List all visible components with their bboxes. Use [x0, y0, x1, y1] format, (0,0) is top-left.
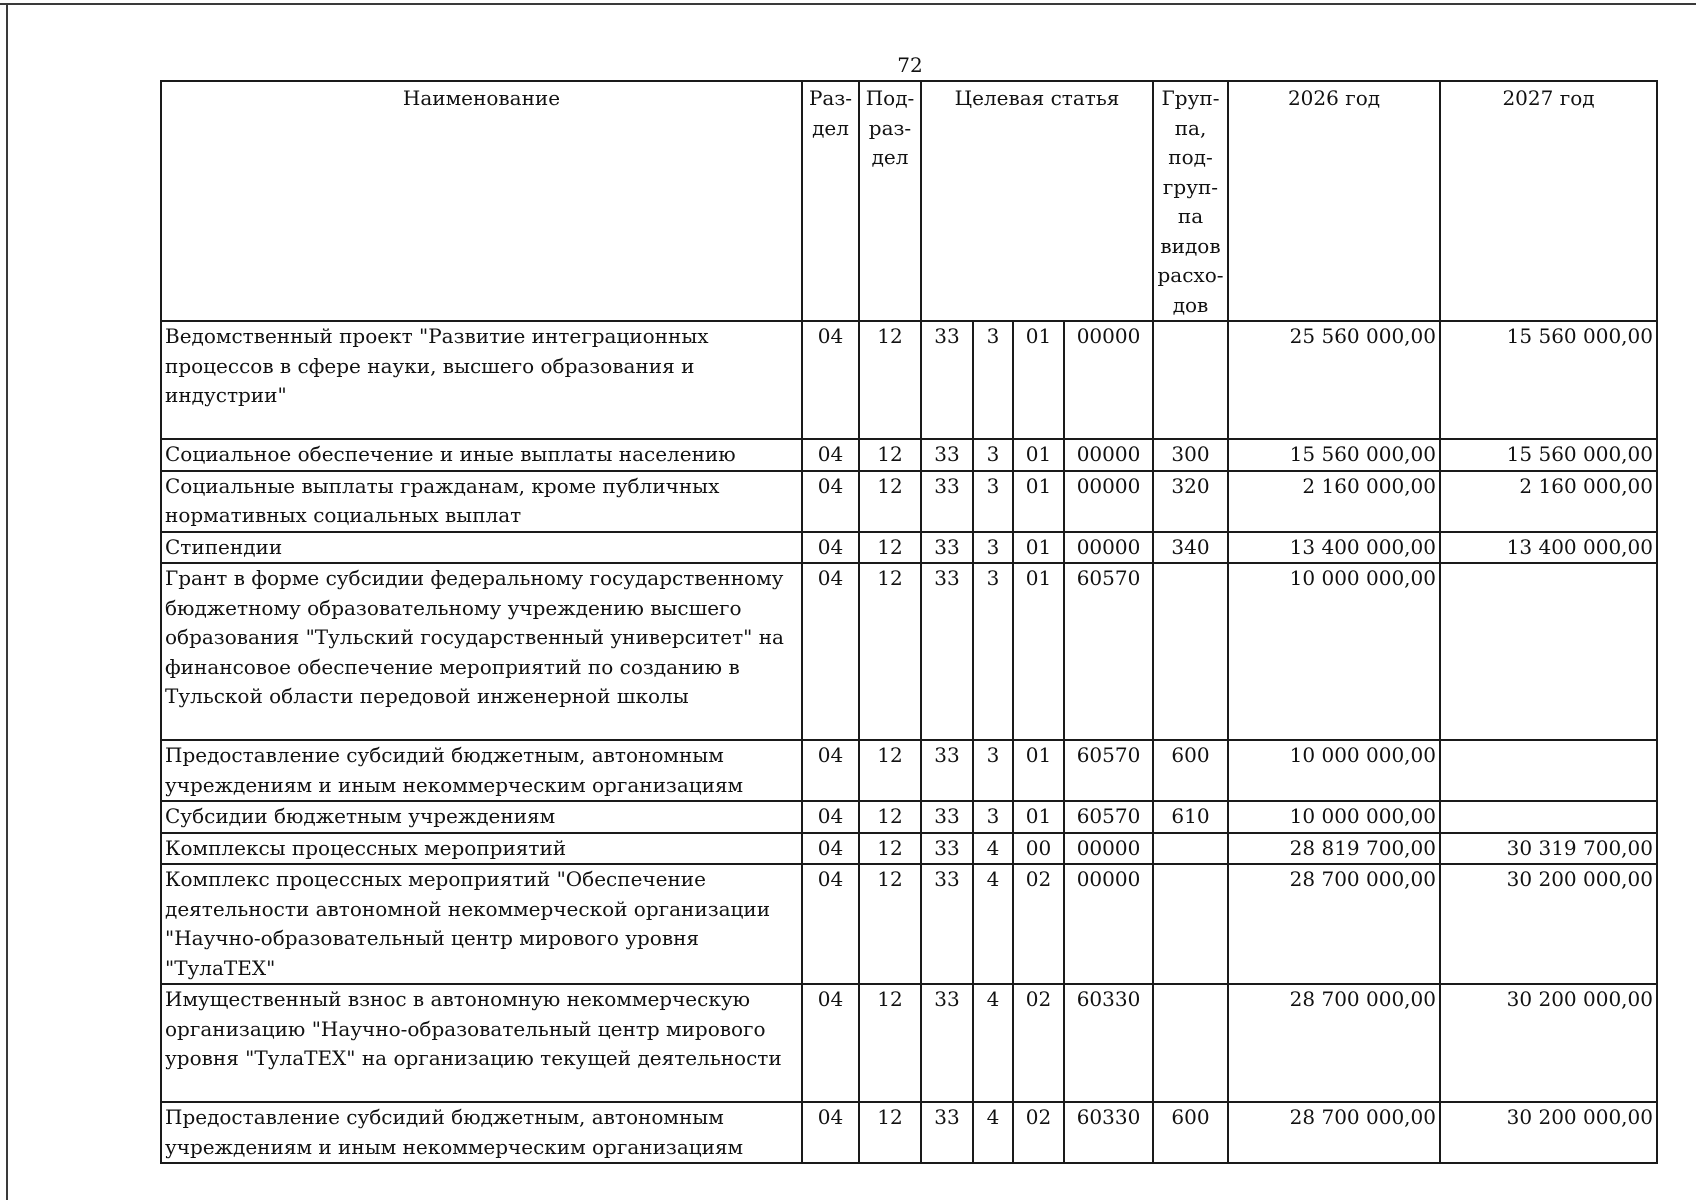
row-amount-2027	[1440, 563, 1657, 740]
row-amount-2027	[1440, 740, 1657, 801]
row-razdel: 04	[802, 801, 859, 833]
row-razdel: 04	[802, 740, 859, 801]
table-row	[161, 740, 1657, 801]
row-podrazdel: 12	[859, 801, 921, 833]
row-expense-group: 610	[1153, 801, 1228, 833]
row-target-direction: 00000	[1064, 864, 1153, 984]
row-name: Предоставление субсидий бюджетным, автономным учреждениям и иным некоммерческим организациям	[161, 1102, 802, 1163]
header-podrazdel: Под- раз- дел	[859, 81, 921, 321]
row-target-direction: 00000	[1064, 321, 1153, 439]
table-row	[161, 471, 1657, 532]
header-year-2026: 2026 год	[1228, 81, 1440, 321]
row-expense-group	[1153, 864, 1228, 984]
row-target-program: 33	[921, 321, 973, 439]
scan-border-top	[0, 3, 1696, 5]
row-razdel: 04	[802, 532, 859, 564]
row-amount-2026: 2 160 000,00	[1228, 471, 1440, 532]
table-row	[161, 321, 1657, 439]
row-target-program: 33	[921, 801, 973, 833]
scan-border-left	[6, 3, 8, 1200]
row-target-type: 4	[973, 864, 1013, 984]
row-target-structural: 00	[1013, 833, 1064, 865]
row-target-direction: 60330	[1064, 1102, 1153, 1163]
row-razdel: 04	[802, 864, 859, 984]
row-target-type: 4	[973, 1102, 1013, 1163]
table-header-row	[161, 81, 1657, 321]
row-target-structural: 01	[1013, 439, 1064, 471]
row-target-direction: 60570	[1064, 801, 1153, 833]
row-podrazdel: 12	[859, 532, 921, 564]
row-expense-group	[1153, 321, 1228, 439]
row-amount-2027: 30 200 000,00	[1440, 864, 1657, 984]
row-name: Предоставление субсидий бюджетным, автономным учреждениям и иным некоммерческим организациям	[161, 740, 802, 801]
row-name: Социальное обеспечение и иные выплаты населению	[161, 439, 802, 471]
row-name: Стипендии	[161, 532, 802, 564]
row-amount-2026: 10 000 000,00	[1228, 801, 1440, 833]
row-target-direction: 60330	[1064, 984, 1153, 1102]
row-target-program: 33	[921, 864, 973, 984]
row-target-program: 33	[921, 471, 973, 532]
row-target-type: 3	[973, 740, 1013, 801]
header-razdel: Раз- дел	[802, 81, 859, 321]
row-podrazdel: 12	[859, 471, 921, 532]
row-amount-2027	[1440, 801, 1657, 833]
header-expense-group: Груп- па, под- груп- па видов расхо- дов	[1153, 81, 1228, 321]
row-target-structural: 02	[1013, 864, 1064, 984]
row-target-direction: 00000	[1064, 532, 1153, 564]
row-target-type: 4	[973, 833, 1013, 865]
row-target-structural: 01	[1013, 563, 1064, 740]
row-amount-2027: 13 400 000,00	[1440, 532, 1657, 564]
row-target-direction: 00000	[1064, 439, 1153, 471]
row-amount-2026: 25 560 000,00	[1228, 321, 1440, 439]
table-row	[161, 833, 1657, 865]
row-expense-group	[1153, 984, 1228, 1102]
row-razdel: 04	[802, 563, 859, 740]
row-target-structural: 01	[1013, 532, 1064, 564]
row-target-type: 3	[973, 321, 1013, 439]
row-amount-2027: 30 200 000,00	[1440, 1102, 1657, 1163]
row-podrazdel: 12	[859, 864, 921, 984]
row-name: Грант в форме субсидии федеральному государственному бюджетному образовательному учреждению высшего образования "Тульский государственный университет" на финансовое обеспечение мероприятий по созданию в Тульской области передовой инженерной школы	[161, 563, 802, 740]
row-amount-2027: 30 200 000,00	[1440, 984, 1657, 1102]
row-target-type: 4	[973, 984, 1013, 1102]
header-name: Наименование	[161, 81, 802, 321]
row-amount-2027: 15 560 000,00	[1440, 321, 1657, 439]
row-target-structural: 02	[1013, 1102, 1064, 1163]
row-expense-group: 340	[1153, 532, 1228, 564]
row-amount-2026: 28 700 000,00	[1228, 864, 1440, 984]
row-target-direction: 00000	[1064, 471, 1153, 532]
row-name: Комплексы процессных мероприятий	[161, 833, 802, 865]
row-amount-2026: 10 000 000,00	[1228, 740, 1440, 801]
row-razdel: 04	[802, 321, 859, 439]
table-row	[161, 984, 1657, 1102]
row-amount-2027: 30 319 700,00	[1440, 833, 1657, 865]
row-target-type: 3	[973, 801, 1013, 833]
row-target-type: 3	[973, 439, 1013, 471]
header-target-article: Целевая статья	[921, 81, 1153, 321]
row-podrazdel: 12	[859, 833, 921, 865]
row-razdel: 04	[802, 471, 859, 532]
table-row	[161, 801, 1657, 833]
row-target-type: 3	[973, 563, 1013, 740]
row-amount-2026: 28 819 700,00	[1228, 833, 1440, 865]
row-podrazdel: 12	[859, 439, 921, 471]
row-target-program: 33	[921, 563, 973, 740]
table-row	[161, 1102, 1657, 1163]
row-podrazdel: 12	[859, 1102, 921, 1163]
row-expense-group: 300	[1153, 439, 1228, 471]
row-target-direction: 00000	[1064, 833, 1153, 865]
row-target-direction: 60570	[1064, 563, 1153, 740]
row-razdel: 04	[802, 984, 859, 1102]
row-podrazdel: 12	[859, 563, 921, 740]
row-target-program: 33	[921, 984, 973, 1102]
row-razdel: 04	[802, 833, 859, 865]
row-podrazdel: 12	[859, 740, 921, 801]
row-target-structural: 02	[1013, 984, 1064, 1102]
row-target-structural: 01	[1013, 801, 1064, 833]
table-row	[161, 563, 1657, 740]
row-razdel: 04	[802, 439, 859, 471]
row-target-direction: 60570	[1064, 740, 1153, 801]
row-expense-group: 600	[1153, 740, 1228, 801]
row-expense-group: 320	[1153, 471, 1228, 532]
row-target-type: 3	[973, 532, 1013, 564]
row-target-structural: 01	[1013, 740, 1064, 801]
row-target-program: 33	[921, 1102, 973, 1163]
table-row	[161, 439, 1657, 471]
row-amount-2026: 15 560 000,00	[1228, 439, 1440, 471]
table-row	[161, 864, 1657, 984]
table-row	[161, 532, 1657, 564]
row-name: Субсидии бюджетным учреждениям	[161, 801, 802, 833]
row-podrazdel: 12	[859, 984, 921, 1102]
row-name: Комплекс процессных мероприятий "Обеспечение деятельности автономной некоммерческой организации "Научно-образовательный центр мирового уровня "ТулаТЕХ"	[161, 864, 802, 984]
row-target-structural: 01	[1013, 471, 1064, 532]
row-target-program: 33	[921, 532, 973, 564]
row-name: Ведомственный проект "Развитие интеграционных процессов в сфере науки, высшего образования и индустрии"	[161, 321, 802, 439]
row-amount-2026: 13 400 000,00	[1228, 532, 1440, 564]
row-target-program: 33	[921, 833, 973, 865]
row-expense-group	[1153, 833, 1228, 865]
row-expense-group	[1153, 563, 1228, 740]
row-target-program: 33	[921, 740, 973, 801]
row-name: Имущественный взнос в автономную некоммерческую организацию "Научно-образовательный центр мирового уровня "ТулаТЕХ" на организацию текущей деятельности	[161, 984, 802, 1102]
row-amount-2026: 28 700 000,00	[1228, 984, 1440, 1102]
row-amount-2026: 28 700 000,00	[1228, 1102, 1440, 1163]
row-razdel: 04	[802, 1102, 859, 1163]
row-target-structural: 01	[1013, 321, 1064, 439]
row-amount-2027: 2 160 000,00	[1440, 471, 1657, 532]
row-target-type: 3	[973, 471, 1013, 532]
page-number: 72	[897, 53, 923, 77]
row-podrazdel: 12	[859, 321, 921, 439]
row-amount-2026: 10 000 000,00	[1228, 563, 1440, 740]
row-amount-2027: 15 560 000,00	[1440, 439, 1657, 471]
header-year-2027: 2027 год	[1440, 81, 1657, 321]
row-expense-group: 600	[1153, 1102, 1228, 1163]
row-target-program: 33	[921, 439, 973, 471]
row-name: Социальные выплаты гражданам, кроме публичных нормативных социальных выплат	[161, 471, 802, 532]
budget-table	[160, 80, 1658, 1164]
